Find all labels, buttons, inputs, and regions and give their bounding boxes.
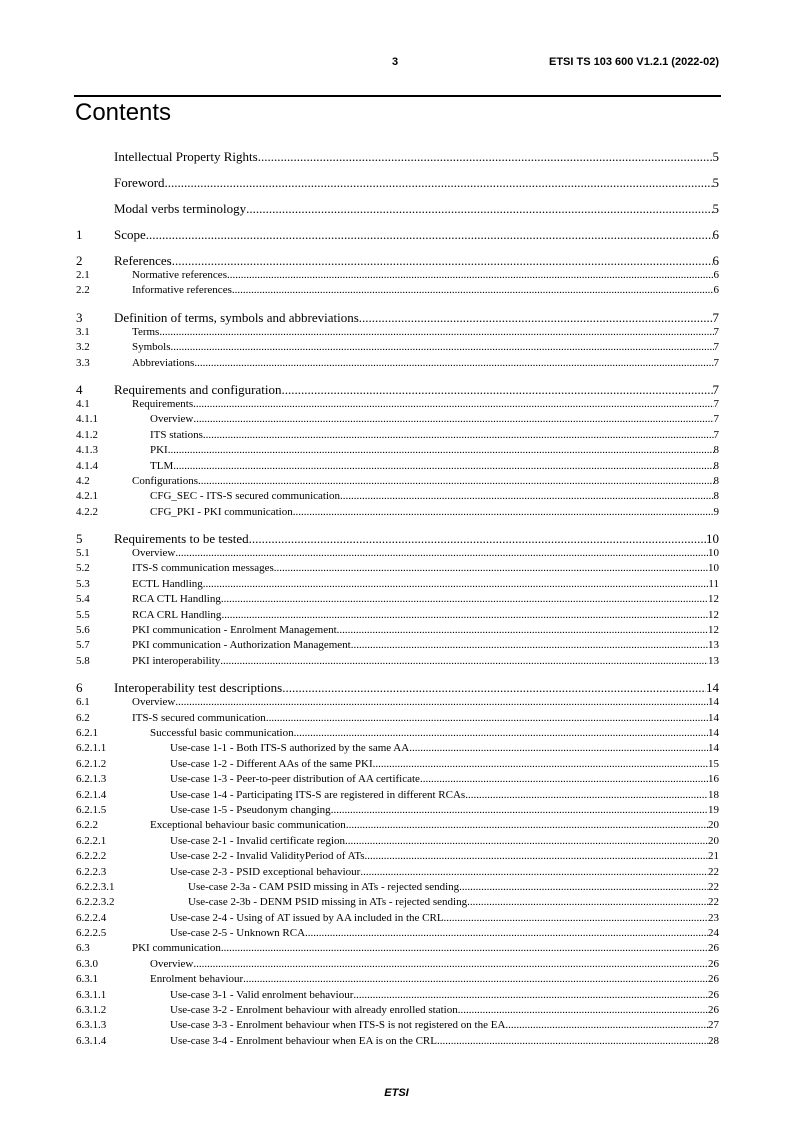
toc-entry-number: 4.1 bbox=[76, 397, 90, 410]
toc-entry-number: 5.1 bbox=[76, 547, 90, 560]
toc-entry-number: 6.3.1.1 bbox=[76, 988, 107, 1001]
toc-entry[interactable] bbox=[76, 695, 719, 710]
toc-entry-number: 2 bbox=[76, 253, 83, 268]
toc-entry-page: 18 bbox=[708, 788, 719, 801]
toc-entry-page: 10 bbox=[708, 547, 719, 560]
toc-entry-page: 6 bbox=[713, 269, 719, 281]
toc-entry-page: 12 bbox=[708, 608, 719, 621]
toc-entry[interactable] bbox=[76, 489, 719, 504]
toc-entry[interactable] bbox=[76, 772, 719, 787]
toc-entry-title: Abbreviations bbox=[132, 356, 195, 369]
toc-entry[interactable] bbox=[76, 1003, 719, 1018]
toc-dot-leader bbox=[293, 505, 714, 520]
toc-entry-number: 6.2.1 bbox=[76, 726, 98, 739]
toc-entry-page: 7 bbox=[712, 381, 719, 397]
toc-entry[interactable] bbox=[76, 149, 719, 164]
toc-entry-number: 6.2.2.3.2 bbox=[76, 896, 115, 909]
header-rule bbox=[74, 95, 721, 97]
toc-entry-number: 6.3.1.2 bbox=[76, 1004, 107, 1017]
toc-entry-page: 5 bbox=[712, 201, 719, 216]
toc-entry-page: 26 bbox=[708, 988, 719, 1001]
toc-dot-leader bbox=[232, 283, 714, 298]
toc-dot-leader bbox=[258, 149, 713, 164]
toc-dot-leader bbox=[193, 397, 713, 412]
toc-entry-page: 27 bbox=[708, 1019, 719, 1032]
toc-entry-number: 4.1.1 bbox=[76, 413, 98, 426]
toc-entry-page: 15 bbox=[708, 757, 719, 770]
toc-entry[interactable] bbox=[76, 911, 719, 926]
toc-entry-title: ITS-S secured communication bbox=[132, 711, 266, 724]
toc-dot-leader bbox=[340, 489, 713, 504]
toc-entry[interactable] bbox=[76, 972, 719, 987]
toc-entry-number: 6.3.1 bbox=[76, 973, 98, 986]
toc-entry-page: 14 bbox=[708, 711, 719, 724]
toc-entry-title: Use-case 2-3a - CAM PSID missing in ATs - rejected sending bbox=[188, 880, 460, 893]
toc-entry-page: 22 bbox=[708, 880, 719, 893]
toc-entry[interactable] bbox=[76, 459, 719, 474]
toc-entry-page: 22 bbox=[708, 865, 719, 878]
toc-dot-leader bbox=[420, 772, 708, 787]
toc-dot-leader bbox=[165, 175, 713, 190]
toc-dot-leader bbox=[221, 941, 708, 956]
toc-entry-title: Symbols bbox=[132, 341, 171, 354]
toc-entry-number: 6.3.1.3 bbox=[76, 1019, 107, 1032]
toc-entry-page: 8 bbox=[713, 490, 719, 503]
toc-entry-title: CFG_PKI - PKI communication bbox=[150, 505, 293, 518]
toc-entry-page: 10 bbox=[708, 562, 719, 575]
toc-dot-leader bbox=[266, 711, 708, 726]
toc-entry-page: 7 bbox=[713, 413, 719, 426]
toc-entry-page: 6 bbox=[713, 284, 719, 297]
toc-entry[interactable] bbox=[76, 474, 719, 489]
toc-entry[interactable] bbox=[76, 412, 719, 427]
toc-entry[interactable] bbox=[76, 726, 719, 741]
toc-entry-number: 6.2.1.5 bbox=[76, 803, 107, 816]
toc-entry-title: PKI communication bbox=[132, 942, 221, 955]
toc-entry-number: 5.8 bbox=[76, 654, 90, 667]
toc-entry-title: PKI interoperability bbox=[132, 654, 221, 667]
toc-entry-page: 7 bbox=[713, 397, 719, 410]
toc-entry-page: 13 bbox=[708, 654, 719, 667]
toc-dot-leader bbox=[346, 818, 708, 833]
toc-entry-number: 3.1 bbox=[76, 325, 90, 338]
toc-entry-number: 5.7 bbox=[76, 639, 90, 652]
toc-entry-title: Use-case 3-3 - Enrolment behaviour when ITS-S is not registered on the EA bbox=[170, 1019, 506, 1032]
toc-entry[interactable] bbox=[76, 988, 719, 1003]
toc-entry[interactable] bbox=[76, 803, 719, 818]
toc-entry-page: 16 bbox=[708, 773, 719, 786]
toc-entry[interactable] bbox=[76, 880, 719, 895]
toc-entry-number: 4.2.1 bbox=[76, 490, 98, 503]
toc-entry-page: 7 bbox=[713, 341, 719, 354]
toc-entry[interactable] bbox=[76, 849, 719, 864]
toc-entry-number: 4.2.2 bbox=[76, 505, 98, 518]
toc-entry-title: Use-case 1-4 - Participating ITS-S are registered in different RCAs bbox=[170, 788, 466, 801]
toc-entry-title: Use-case 3-4 - Enrolment behaviour when EA is on the CRL bbox=[170, 1034, 437, 1047]
toc-entry-number: 2.1 bbox=[76, 269, 90, 281]
toc-entry-number: 3 bbox=[76, 309, 83, 325]
toc-dot-leader bbox=[409, 741, 708, 756]
toc-entry[interactable] bbox=[76, 865, 719, 880]
toc-dot-leader bbox=[467, 895, 708, 910]
document-id: ETSI TS 103 600 V1.2.1 (2022-02) bbox=[549, 56, 719, 68]
toc-dot-leader bbox=[221, 592, 708, 607]
toc-entry-page: 7 bbox=[713, 356, 719, 369]
toc-dot-leader bbox=[175, 546, 708, 561]
toc-entry-number: 6.2.1.1 bbox=[76, 742, 107, 755]
toc-entry[interactable] bbox=[76, 310, 719, 325]
toc-entry-title: Use-case 2-4 - Using of AT issued by AA included in the CRL bbox=[170, 911, 444, 924]
toc-entry-number: 6.2.2 bbox=[76, 819, 98, 832]
toc-dot-leader bbox=[220, 654, 708, 669]
toc-entry-page: 8 bbox=[713, 459, 719, 472]
toc-entry-page: 23 bbox=[708, 911, 719, 924]
toc-dot-leader bbox=[337, 623, 708, 638]
toc-entry-title: Overview bbox=[132, 696, 176, 709]
toc-entry-title: Use-case 1-1 - Both ITS-S authorized by the same AA bbox=[170, 742, 410, 755]
toc-entry-title: Requirements to be tested bbox=[114, 531, 249, 547]
toc-dot-leader bbox=[353, 988, 708, 1003]
toc-entry-page: 11 bbox=[708, 577, 719, 590]
toc-entry-title: Overview bbox=[150, 957, 194, 970]
toc-entry-title: Use-case 2-2 - Invalid ValidityPeriod of ATs bbox=[170, 850, 365, 863]
toc-entry-page: 14 bbox=[708, 696, 719, 709]
toc-entry-title: Use-case 3-2 - Enrolment behaviour with already enrolled station bbox=[170, 1004, 458, 1017]
toc-entry-title: References bbox=[114, 253, 172, 268]
toc-entry[interactable] bbox=[76, 757, 719, 772]
toc-entry-page: 8 bbox=[713, 474, 719, 487]
toc-entry-title: PKI bbox=[150, 444, 168, 457]
toc-dot-leader bbox=[373, 757, 708, 772]
toc-entry-page: 22 bbox=[708, 896, 719, 909]
toc-entry-title: Use-case 1-2 - Different AAs of the same PKI bbox=[170, 757, 373, 770]
toc-entry[interactable] bbox=[76, 711, 719, 726]
toc-entry-number: 3.3 bbox=[76, 356, 90, 369]
toc-entry-page: 21 bbox=[708, 850, 719, 863]
toc-entry[interactable] bbox=[76, 957, 719, 972]
toc-entry-title: PKI communication - Authorization Management bbox=[132, 639, 351, 652]
toc-dot-leader bbox=[221, 608, 708, 623]
toc-entry-number: 5.5 bbox=[76, 608, 90, 621]
toc-entry-page: 24 bbox=[708, 927, 719, 940]
toc-entry-page: 7 bbox=[712, 309, 719, 325]
toc-entry-page: 6 bbox=[712, 227, 719, 242]
toc-dot-leader bbox=[168, 443, 714, 458]
toc-dot-leader bbox=[246, 201, 712, 216]
toc-dot-leader bbox=[243, 972, 708, 987]
toc-entry-title: Use-case 3-1 - Valid enrolment behaviour bbox=[170, 988, 354, 1001]
toc-dot-leader bbox=[203, 428, 714, 443]
toc-entry-page: 12 bbox=[708, 624, 719, 637]
toc-entry-page: 19 bbox=[708, 803, 719, 816]
toc-entry[interactable] bbox=[76, 680, 719, 695]
toc-entry-title: Use-case 2-5 - Unknown RCA bbox=[170, 927, 306, 940]
toc-entry[interactable] bbox=[76, 818, 719, 833]
toc-entry-title: Use-case 2-3 - PSID exceptional behaviour bbox=[170, 865, 361, 878]
toc-entry-title: Exceptional behaviour basic communication bbox=[150, 819, 346, 832]
toc-entry-page: 5 bbox=[712, 175, 719, 190]
toc-entry-number: 5.6 bbox=[76, 624, 90, 637]
toc-entry[interactable] bbox=[76, 356, 719, 371]
toc-entry-title: Configurations bbox=[132, 474, 198, 487]
toc-entry-title: Use-case 1-3 - Peer-to-peer distribution of AA certificate bbox=[170, 773, 420, 786]
toc-entry-title: RCA CRL Handling bbox=[132, 608, 222, 621]
toc-dot-leader bbox=[171, 340, 714, 355]
toc-entry-number: 5.2 bbox=[76, 562, 90, 575]
toc-entry-title: Use-case 2-1 - Invalid certificate region bbox=[170, 834, 345, 847]
toc-dot-leader bbox=[505, 1018, 708, 1033]
toc-dot-leader bbox=[159, 325, 713, 340]
toc-entry[interactable] bbox=[76, 531, 719, 546]
toc-entry-number: 6.2.1.4 bbox=[76, 788, 107, 801]
toc-dot-leader bbox=[345, 834, 708, 849]
toc-entry[interactable] bbox=[76, 1018, 719, 1033]
toc-entry[interactable] bbox=[76, 561, 719, 576]
toc-entry-number: 4.1.4 bbox=[76, 459, 98, 472]
toc-entry-title: ITS stations bbox=[150, 428, 203, 441]
toc-entry[interactable] bbox=[76, 895, 719, 910]
toc-dot-leader bbox=[360, 865, 708, 880]
toc-entry-number: 5.4 bbox=[76, 593, 90, 606]
toc-entry-title: Successful basic communication bbox=[150, 726, 294, 739]
table-of-contents bbox=[76, 149, 719, 1049]
toc-entry-page: 13 bbox=[708, 639, 719, 652]
toc-entry-title: Interoperability test descriptions bbox=[114, 680, 283, 696]
toc-entry-page: 26 bbox=[708, 942, 719, 955]
toc-entry[interactable] bbox=[76, 926, 719, 941]
toc-entry-page: 26 bbox=[708, 1004, 719, 1017]
toc-entry[interactable] bbox=[76, 941, 719, 956]
toc-entry-page: 14 bbox=[706, 680, 719, 696]
toc-entry-page: 5 bbox=[712, 149, 719, 164]
toc-entry-page: 8 bbox=[713, 444, 719, 457]
toc-entry-number: 6.3 bbox=[76, 942, 90, 955]
toc-entry[interactable] bbox=[76, 1034, 719, 1049]
toc-entry-number: 4.1.3 bbox=[76, 444, 98, 457]
toc-dot-leader bbox=[444, 911, 708, 926]
toc-entry-page: 20 bbox=[708, 819, 719, 832]
toc-entry-title: Definition of terms, symbols and abbreviations bbox=[114, 309, 359, 325]
toc-dot-leader bbox=[458, 1003, 708, 1018]
toc-entry-page: 7 bbox=[713, 325, 719, 338]
toc-dot-leader bbox=[227, 268, 714, 283]
toc-entry-page: 14 bbox=[708, 742, 719, 755]
page-header bbox=[76, 56, 719, 72]
toc-entry[interactable] bbox=[76, 268, 719, 283]
toc-entry[interactable] bbox=[76, 340, 719, 355]
toc-dot-leader bbox=[305, 926, 708, 941]
toc-entry-number: 6.2.1.3 bbox=[76, 773, 107, 786]
toc-entry-page: 14 bbox=[708, 726, 719, 739]
toc-entry-page: 6 bbox=[712, 253, 719, 268]
toc-entry[interactable] bbox=[76, 428, 719, 443]
toc-entry-number: 6.3.0 bbox=[76, 957, 98, 970]
toc-entry-title: Use-case 1-5 - Pseudonym changing bbox=[170, 803, 331, 816]
toc-entry[interactable] bbox=[76, 834, 719, 849]
toc-entry-page: 26 bbox=[708, 957, 719, 970]
toc-entry[interactable] bbox=[76, 505, 719, 520]
toc-entry[interactable] bbox=[76, 325, 719, 340]
toc-entry-title: Modal verbs terminology bbox=[114, 201, 247, 216]
toc-entry[interactable] bbox=[76, 654, 719, 669]
toc-dot-leader bbox=[437, 1034, 708, 1049]
toc-dot-leader bbox=[294, 726, 708, 741]
toc-entry[interactable] bbox=[76, 741, 719, 756]
toc-entry-number: 6.2.2.1 bbox=[76, 834, 107, 847]
toc-entry-title: Use-case 2-3b - DENM PSID missing in ATs - rejected sending bbox=[188, 896, 468, 909]
page-footer: ETSI bbox=[384, 1087, 409, 1099]
toc-entry-title: Overview bbox=[132, 547, 176, 560]
toc-dot-leader bbox=[172, 253, 713, 268]
toc-dot-leader bbox=[194, 356, 713, 371]
toc-dot-leader bbox=[175, 695, 708, 710]
toc-entry-number: 5 bbox=[76, 531, 83, 547]
toc-entry-number: 6.2.1.2 bbox=[76, 757, 107, 770]
toc-entry-title: Requirements and configuration bbox=[114, 381, 282, 397]
toc-dot-leader bbox=[146, 227, 713, 242]
toc-entry[interactable] bbox=[76, 577, 719, 592]
toc-entry-title: Terms bbox=[132, 325, 160, 338]
toc-entry-title: CFG_SEC - ITS-S secured communication bbox=[150, 490, 341, 503]
toc-entry-title: Requirements bbox=[132, 397, 194, 410]
toc-dot-leader bbox=[282, 382, 713, 397]
toc-entry-page: 9 bbox=[713, 505, 719, 518]
toc-entry-number: 4.1.2 bbox=[76, 428, 98, 441]
toc-entry-page: 20 bbox=[708, 834, 719, 847]
toc-dot-leader bbox=[193, 957, 708, 972]
toc-dot-leader bbox=[365, 849, 708, 864]
toc-entry-number: 1 bbox=[76, 227, 83, 242]
toc-entry[interactable] bbox=[76, 443, 719, 458]
toc-entry[interactable] bbox=[76, 623, 719, 638]
toc-entry-title: TLM bbox=[150, 459, 174, 472]
toc-dot-leader bbox=[331, 803, 708, 818]
toc-dot-leader bbox=[274, 561, 708, 576]
toc-entry-number: 6.2.2.3 bbox=[76, 865, 107, 878]
toc-dot-leader bbox=[203, 577, 709, 592]
toc-entry[interactable] bbox=[76, 788, 719, 803]
toc-dot-leader bbox=[249, 531, 706, 546]
toc-dot-leader bbox=[351, 638, 708, 653]
toc-entry[interactable] bbox=[76, 201, 719, 216]
toc-entry-title: Foreword bbox=[114, 175, 165, 190]
toc-entry-title: ECTL Handling bbox=[132, 577, 203, 590]
toc-dot-leader bbox=[173, 459, 713, 474]
toc-entry-title: Informative references bbox=[132, 284, 232, 297]
toc-entry[interactable] bbox=[76, 592, 719, 607]
toc-entry-number: 6.2.2.5 bbox=[76, 927, 107, 940]
toc-entry-title: RCA CTL Handling bbox=[132, 593, 221, 606]
toc-entry[interactable] bbox=[76, 227, 719, 242]
toc-entry-page: 12 bbox=[708, 593, 719, 606]
toc-entry[interactable] bbox=[76, 283, 719, 298]
toc-entry-number: 6.2.2.2 bbox=[76, 850, 107, 863]
toc-entry-number: 2.2 bbox=[76, 284, 90, 297]
toc-dot-leader bbox=[465, 788, 708, 803]
toc-entry-title: Normative references bbox=[132, 269, 227, 281]
toc-entry[interactable] bbox=[76, 608, 719, 623]
toc-dot-leader bbox=[459, 880, 708, 895]
toc-entry-page: 7 bbox=[713, 428, 719, 441]
toc-dot-leader bbox=[359, 310, 713, 325]
toc-entry-number: 6.3.1.4 bbox=[76, 1034, 107, 1047]
toc-entry[interactable] bbox=[76, 638, 719, 653]
toc-entry[interactable] bbox=[76, 175, 719, 190]
toc-dot-leader bbox=[193, 412, 713, 427]
page-number: 3 bbox=[392, 56, 399, 68]
toc-entry-number: 6.2.2.4 bbox=[76, 911, 107, 924]
toc-dot-leader bbox=[198, 474, 714, 489]
toc-entry[interactable] bbox=[76, 397, 719, 412]
toc-entry-title: Intellectual Property Rights bbox=[114, 149, 258, 164]
toc-entry-number: 5.3 bbox=[76, 577, 90, 590]
toc-entry-page: 28 bbox=[708, 1034, 719, 1047]
toc-entry-number: 4.2 bbox=[76, 474, 90, 487]
toc-entry-page: 26 bbox=[708, 973, 719, 986]
toc-entry-title: PKI communication - Enrolment Management bbox=[132, 624, 337, 637]
toc-entry-title: Scope bbox=[114, 227, 146, 242]
toc-entry-title: Overview bbox=[150, 413, 194, 426]
toc-entry-number: 6 bbox=[76, 680, 83, 696]
toc-entry-number: 6.1 bbox=[76, 696, 90, 709]
toc-entry-title: Enrolment behaviour bbox=[150, 973, 244, 986]
toc-dot-leader bbox=[282, 680, 706, 695]
toc-entry-page: 10 bbox=[706, 531, 719, 547]
toc-entry-number: 6.2 bbox=[76, 711, 90, 724]
toc-entry-number: 6.2.2.3.1 bbox=[76, 880, 115, 893]
page-title: Contents bbox=[75, 99, 172, 126]
toc-entry[interactable] bbox=[76, 253, 719, 268]
toc-entry[interactable] bbox=[76, 546, 719, 561]
toc-entry-number: 3.2 bbox=[76, 341, 90, 354]
toc-entry-title: ITS-S communication messages bbox=[132, 562, 274, 575]
toc-entry[interactable] bbox=[76, 382, 719, 397]
toc-entry-number: 4 bbox=[76, 381, 83, 397]
